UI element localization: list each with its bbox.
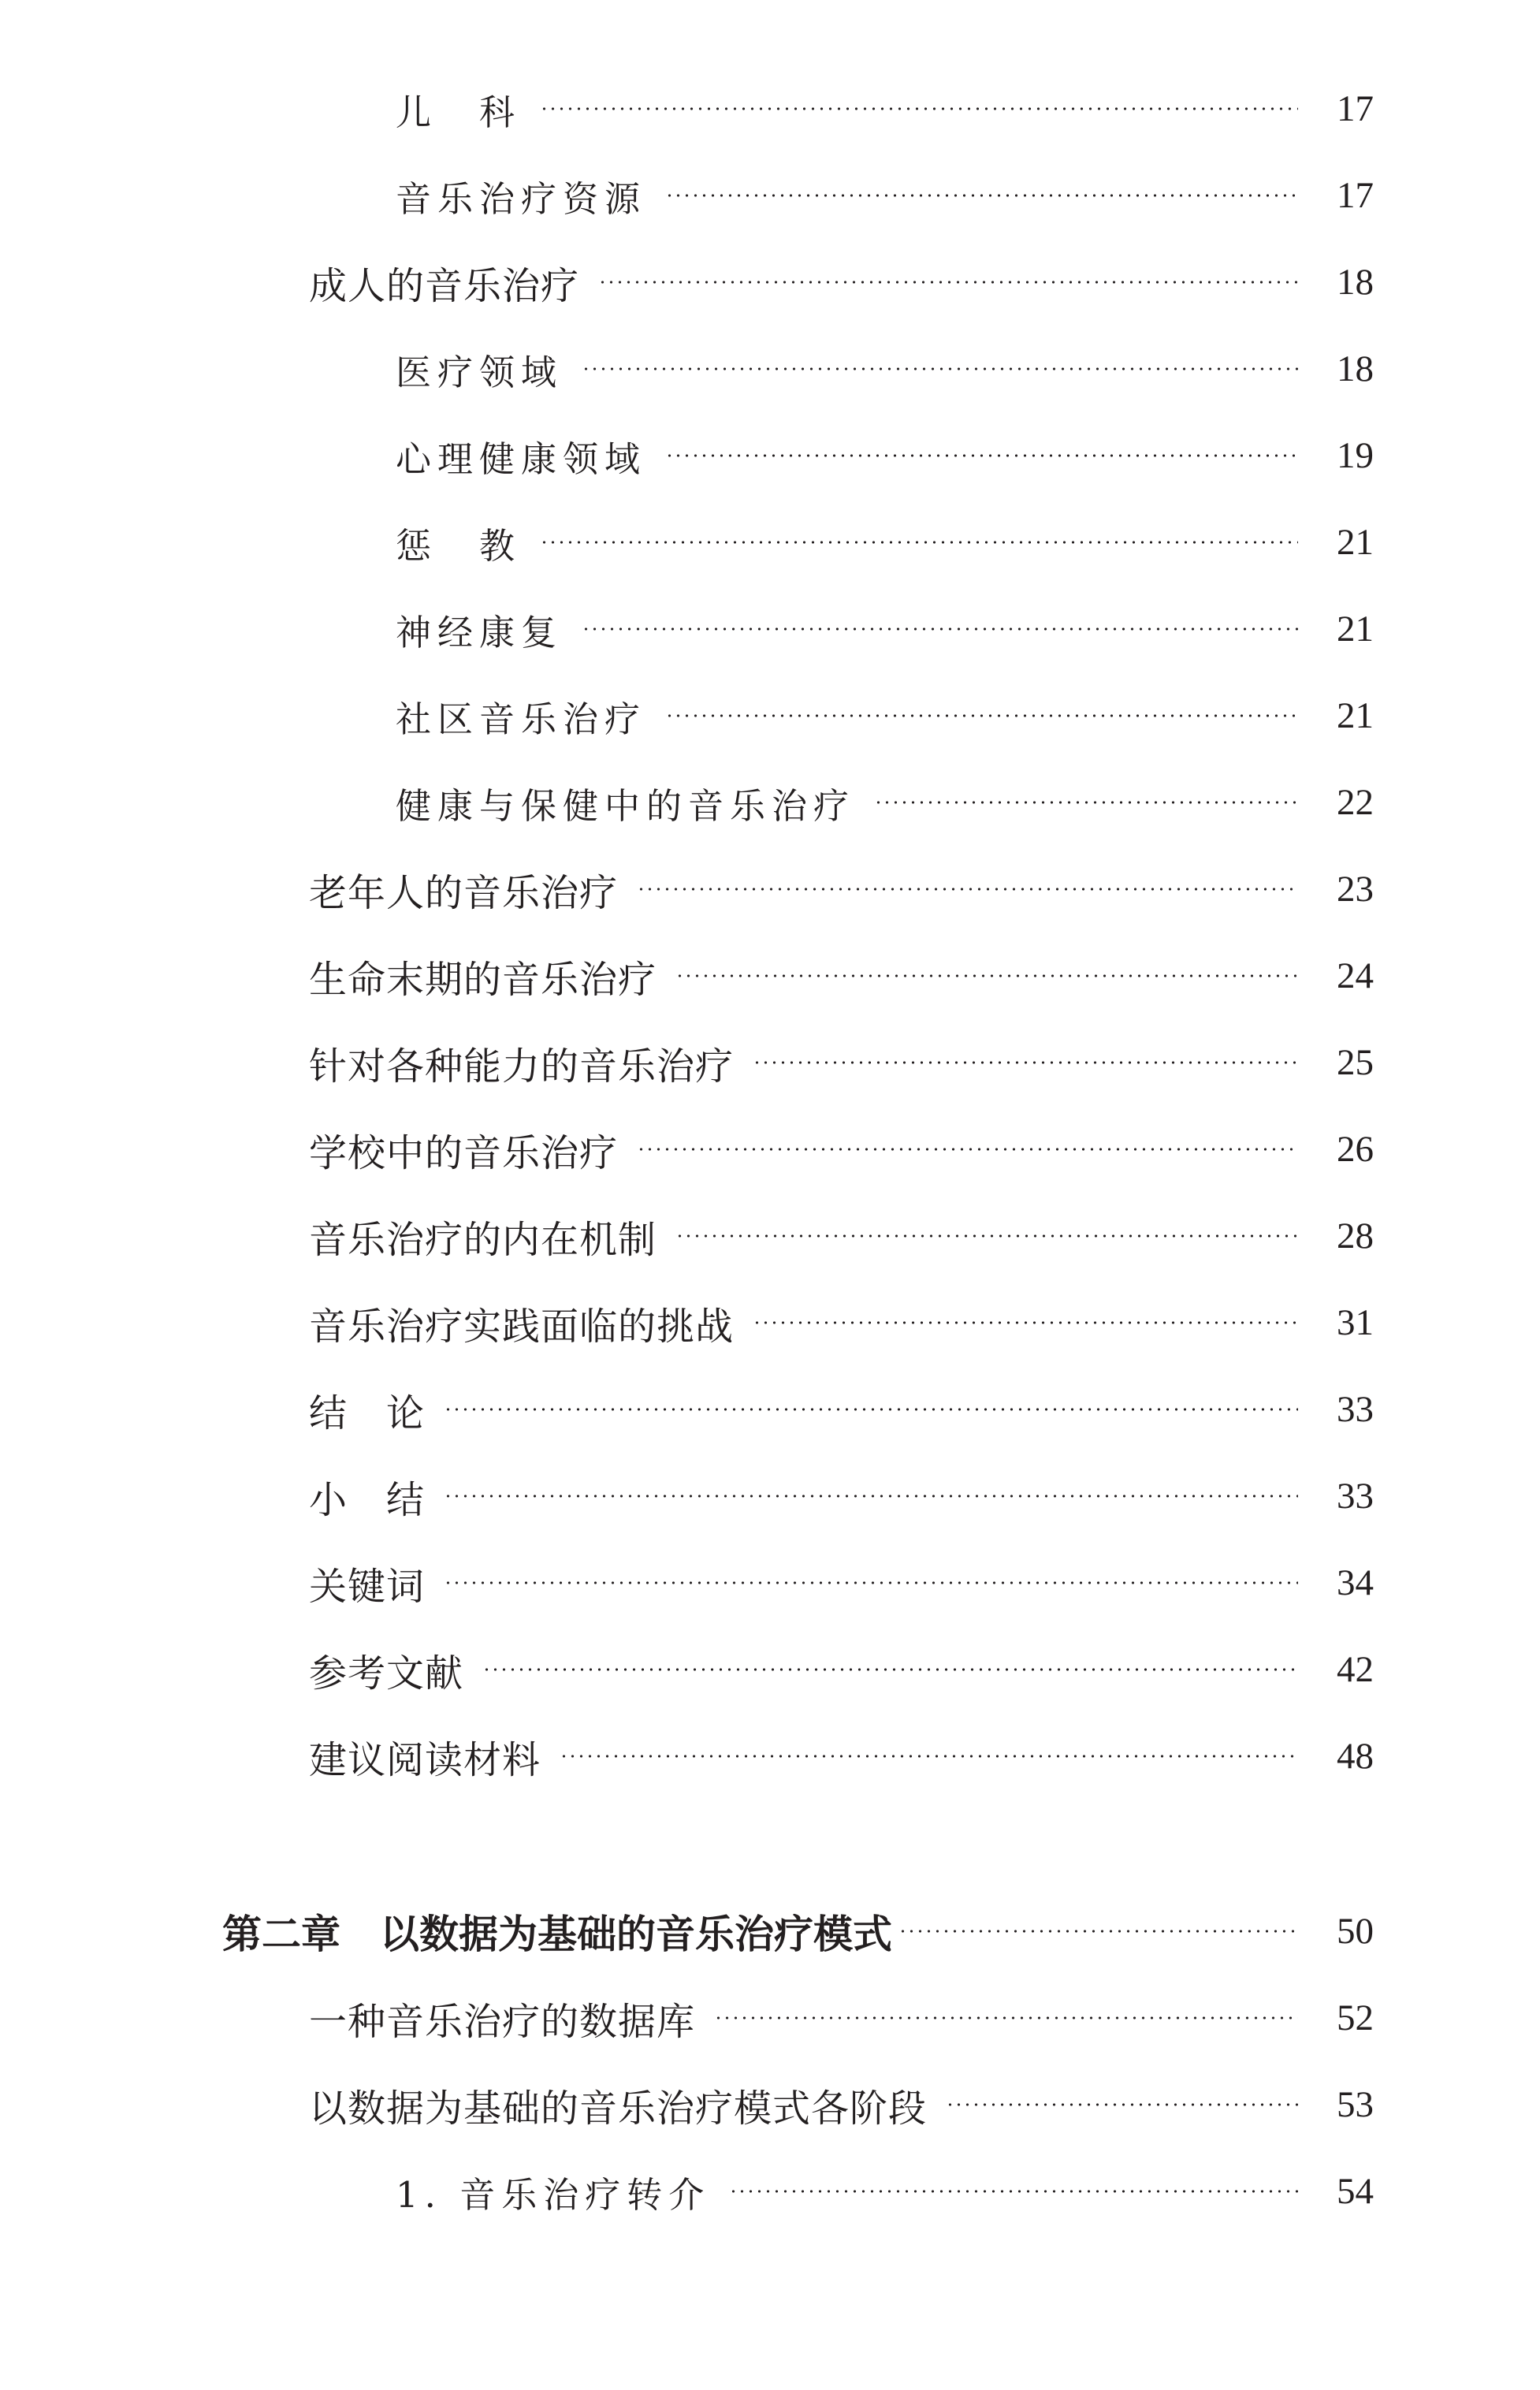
toc-entry-page-number: 17 (1337, 175, 1374, 216)
toc-entry-end-of-life-music-therapy[interactable] (309, 940, 1374, 1011)
toc-entry-references[interactable] (309, 1634, 1374, 1705)
toc-entry-page-number: 33 (1337, 1389, 1374, 1430)
toc-entry-pediatrics[interactable] (396, 73, 1374, 144)
toc-entry-title: 1. 音乐治疗转介 (396, 2173, 711, 2216)
toc-entry-title: 针对各种能力的音乐治疗 (309, 1044, 735, 1089)
toc-entry-title: 神经康复 (396, 611, 564, 653)
toc-entry-mental-health-field[interactable] (396, 420, 1374, 491)
toc-entry-title: 一种音乐治疗的数据库 (309, 1999, 696, 2044)
toc-entry-title: 成人的音乐治疗 (309, 263, 580, 308)
dot-leader (482, 1668, 1298, 1671)
toc-entry-title: 音乐治疗实践面临的挑战 (309, 1304, 735, 1349)
toc-entry-music-therapy-database[interactable] (309, 1982, 1374, 2053)
toc-entry-title: 老年人的音乐治疗 (309, 870, 619, 915)
dot-leader (675, 974, 1298, 977)
dot-leader (675, 1234, 1298, 1238)
toc-entry-referral[interactable] (396, 2156, 1374, 2227)
toc-chapter-2[interactable] (222, 1896, 1374, 1967)
toc-entry-page-number: 48 (1337, 1736, 1374, 1777)
dot-leader (874, 801, 1298, 804)
toc-entry-title: 关键词 (309, 1564, 426, 1609)
toc-entry-page-number: 18 (1337, 348, 1374, 389)
toc-entry-page-number: 21 (1337, 695, 1374, 736)
toc-chapter-heading (222, 1903, 892, 1960)
dot-leader (898, 1930, 1298, 1933)
toc-entry-page-number: 22 (1337, 782, 1374, 823)
toc-entry-page-number: 26 (1337, 1129, 1374, 1170)
toc-entry-school-music-therapy[interactable] (309, 1114, 1374, 1185)
toc-entry-page-number: 31 (1337, 1302, 1374, 1343)
toc-entry-community-music-therapy[interactable] (396, 680, 1374, 751)
toc-entry-elderly-music-therapy[interactable] (309, 854, 1374, 925)
chapter-number: 第二章 (222, 1911, 340, 1957)
toc-entry-page-number: 21 (1337, 609, 1374, 650)
dot-leader (665, 194, 1298, 197)
dot-leader (753, 1061, 1298, 1064)
dot-leader (665, 714, 1298, 717)
toc-entry-page-number: 53 (1337, 2084, 1374, 2125)
dot-leader (637, 1148, 1298, 1151)
toc-entry-practice-challenges[interactable] (309, 1287, 1374, 1358)
dot-leader (444, 1581, 1298, 1584)
toc-entry-title: 惩 教 (396, 524, 522, 567)
toc-entry-all-abilities-music-therapy[interactable] (309, 1027, 1374, 1098)
dot-leader (582, 627, 1298, 631)
toc-entry-model-stages[interactable] (309, 2069, 1374, 2140)
toc-entry-page-number: 17 (1337, 88, 1374, 129)
dot-leader (729, 2190, 1298, 2193)
toc-entry-neurorehabilitation[interactable] (396, 594, 1374, 665)
dot-leader (753, 1321, 1298, 1324)
toc-entry-suggested-reading[interactable] (309, 1721, 1374, 1792)
toc-entry-title: 音乐治疗的内在机制 (309, 1217, 657, 1262)
toc-entry-page-number: 21 (1337, 522, 1374, 563)
toc-entry-summary[interactable] (309, 1461, 1374, 1532)
toc-entry-title: 参考文献 (309, 1651, 464, 1696)
dot-leader (714, 2016, 1298, 2020)
toc-entry-page-number: 50 (1337, 1911, 1374, 1952)
dot-leader (444, 1408, 1298, 1411)
toc-entry-title: 生命末期的音乐治疗 (309, 957, 657, 1002)
dot-leader (665, 454, 1298, 457)
dot-leader (582, 367, 1298, 370)
toc-entry-title: 结 论 (309, 1390, 426, 1435)
toc-entry-title: 以数据为基础的音乐治疗模式各阶段 (309, 2086, 928, 2131)
toc-entry-music-therapy-resources[interactable] (396, 160, 1374, 231)
toc-entry-title: 学校中的音乐治疗 (309, 1130, 619, 1175)
toc-entry-page-number: 18 (1337, 262, 1374, 303)
dot-leader (637, 888, 1298, 891)
toc-entry-page-number: 42 (1337, 1649, 1374, 1690)
toc-entry-page-number: 28 (1337, 1215, 1374, 1256)
toc-entry-title: 建议阅读材料 (309, 1737, 541, 1782)
toc-entry-page-number: 25 (1337, 1042, 1374, 1083)
toc-entry-title: 心理健康领域 (396, 437, 647, 480)
toc-entry-title: 音乐治疗资源 (396, 177, 647, 220)
chapter-title: 以数据为基础的音乐治疗模式 (380, 1911, 892, 1957)
toc-entry-title: 社区音乐治疗 (396, 698, 647, 740)
toc-entry-conclusion[interactable] (309, 1374, 1374, 1445)
toc-entry-page-number: 52 (1337, 1997, 1374, 2038)
dot-leader (444, 1495, 1298, 1498)
toc-entry-page-number: 24 (1337, 955, 1374, 996)
dot-leader (598, 281, 1298, 284)
toc-entry-page-number: 19 (1337, 435, 1374, 476)
toc-entry-keywords[interactable] (309, 1547, 1374, 1618)
toc-entry-corrections[interactable] (396, 507, 1374, 578)
toc-entry-adult-music-therapy[interactable] (309, 247, 1374, 318)
toc-entry-page-number: 54 (1337, 2171, 1374, 2212)
toc-entry-medical-field[interactable] (396, 333, 1374, 404)
dot-leader (540, 541, 1298, 544)
toc-entry-title: 医疗领域 (396, 351, 564, 393)
toc-entry-page-number: 33 (1337, 1476, 1374, 1517)
toc-entry-title: 小 结 (309, 1477, 426, 1522)
dot-leader (540, 107, 1298, 110)
toc-entry-wellness-music-therapy[interactable] (396, 767, 1374, 838)
dot-leader (560, 1755, 1298, 1758)
toc-entry-title: 儿 科 (396, 91, 522, 133)
toc-entry-internal-mechanisms[interactable] (309, 1201, 1374, 1271)
toc-entry-title: 健康与保健中的音乐治疗 (396, 784, 856, 827)
dot-leader (946, 2103, 1298, 2106)
toc-entry-page-number: 34 (1337, 1562, 1374, 1603)
toc-entry-page-number: 23 (1337, 869, 1374, 910)
